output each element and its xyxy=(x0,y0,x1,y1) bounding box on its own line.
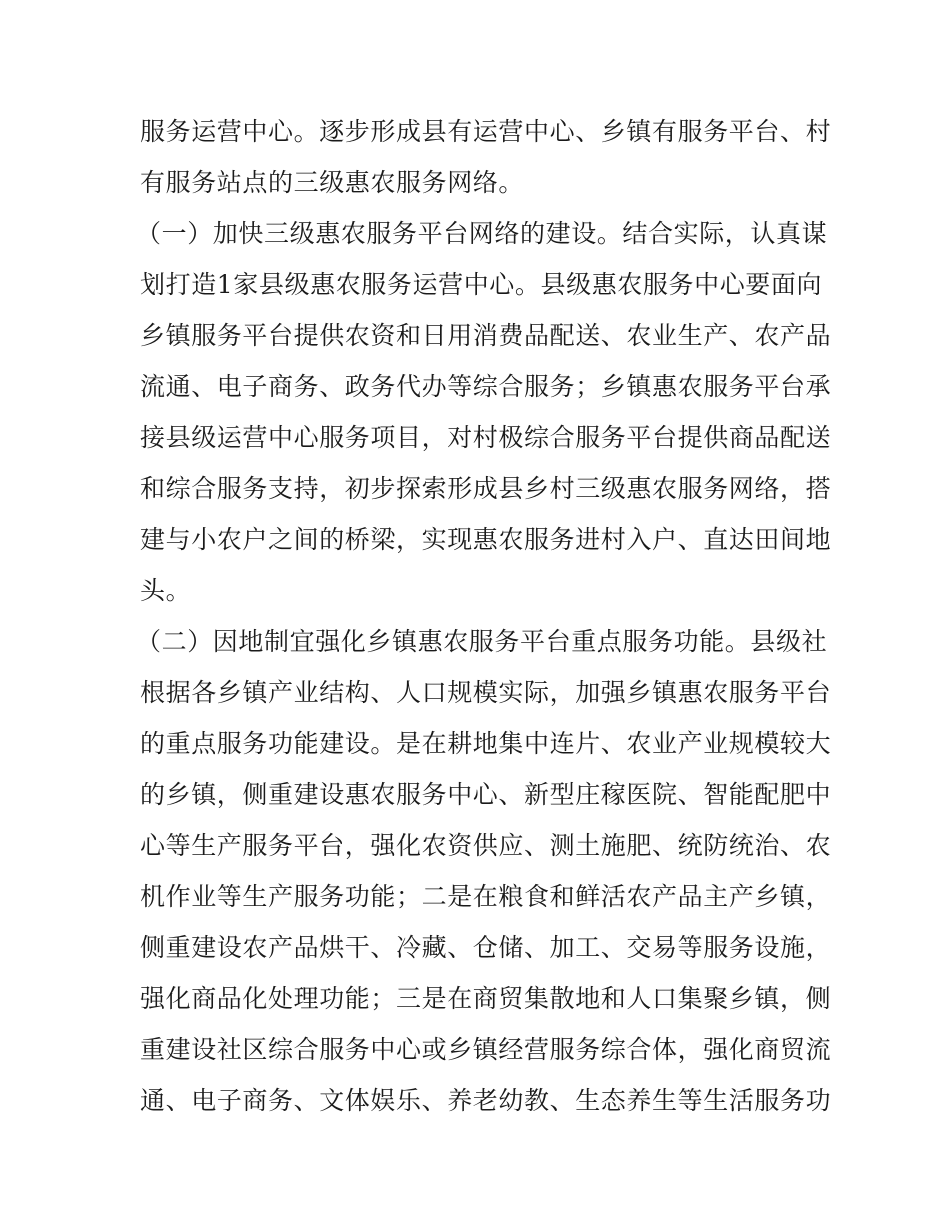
text-line: 的重点服务功能建设。是在耕地集中连片、农业产业规模较大 xyxy=(140,729,832,758)
text-line: 和综合服务支持，初步探索形成县乡村三级惠农服务网络，搭 xyxy=(140,474,832,503)
text-line: 接县级运营中心服务项目，对村极综合服务平台提供商品配送 xyxy=(140,423,832,452)
text-line: 心等生产服务平台，强化农资供应、测土施肥、统防统治、农 xyxy=(140,831,832,860)
text-line: 有服务站点的三级惠农服务网络。 xyxy=(140,168,525,197)
text-line: 机作业等生产服务功能；二是在粮食和鲜活农产品主产乡镇， xyxy=(140,882,832,911)
text-line: 头。 xyxy=(140,576,192,605)
text-line: 建与小农户之间的桥梁，实现惠农服务进村入户、直达田间地 xyxy=(140,525,832,554)
text-line: 乡镇服务平台提供农资和日用消费品配送、农业生产、农产品 xyxy=(140,321,832,350)
text-line: 通、电子商务、文体娱乐、养老幼教、生态养生等生活服务功 xyxy=(140,1086,832,1115)
section-heading-line: （一）加快三级惠农服务平台网络的建设。结合实际，认真谋 xyxy=(136,219,828,248)
text-line: 的乡镇，侧重建设惠农服务中心、新型庄稼医院、智能配肥中 xyxy=(140,780,832,809)
text-line: 侧重建设农产品烘干、冷藏、仓储、加工、交易等服务设施， xyxy=(140,933,832,962)
text-line: 强化商品化处理功能；三是在商贸集散地和人口集聚乡镇，侧 xyxy=(140,984,832,1013)
text-line: 划打造1家县级惠农服务运营中心。县级惠农服务中心要面向 xyxy=(140,270,823,299)
text-line: 服务运营中心。逐步形成县有运营中心、乡镇有服务平台、村 xyxy=(140,117,832,146)
text-line: 流通、电子商务、政务代办等综合服务；乡镇惠农服务平台承 xyxy=(140,372,832,401)
section-heading-line: （二）因地制宜强化乡镇惠农服务平台重点服务功能。县级社 xyxy=(136,627,828,656)
text-line: 重建设社区综合服务中心或乡镇经营服务综合体，强化商贸流 xyxy=(140,1035,832,1064)
text-line: 根据各乡镇产业结构、人口规模实际，加强乡镇惠农服务平台 xyxy=(140,678,832,707)
document-body xyxy=(136,106,832,1126)
